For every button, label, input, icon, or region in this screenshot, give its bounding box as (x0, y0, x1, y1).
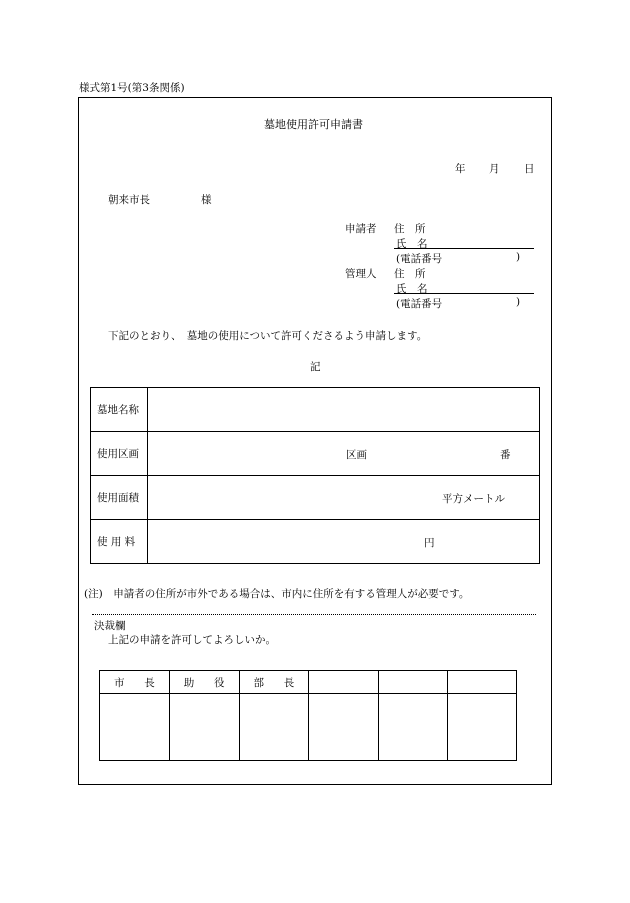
approval-header: 助 役 (169, 671, 239, 694)
manager-address-label: 住 所 (394, 268, 426, 280)
approval-stamp-cell[interactable] (378, 694, 447, 761)
area-field[interactable] (148, 476, 540, 520)
form-number: 様式第1号(第3条関係) (79, 82, 185, 94)
date-year: 年 (455, 163, 466, 175)
date-month: 月 (489, 163, 500, 175)
table-row (91, 476, 540, 520)
approval-table (99, 670, 517, 761)
row-label: 使用面積 (91, 476, 148, 520)
plot-number-unit: 番 (500, 449, 511, 461)
approval-header (447, 671, 516, 694)
plot-field[interactable] (148, 432, 540, 476)
approval-header (378, 671, 447, 694)
approval-header (309, 671, 378, 694)
approval-stamp-cell[interactable] (309, 694, 378, 761)
dotted-divider (92, 614, 536, 615)
manager-name-label: 氏 名 (396, 283, 428, 295)
decision-label: 決裁欄 (94, 620, 126, 632)
approval-stamp-cell[interactable] (239, 694, 309, 761)
manager-phone-close: ) (516, 296, 521, 308)
table-row (91, 432, 540, 476)
request-text: 下記のとおり、 墓地の使用について許可くださるよう申請します。 (108, 330, 428, 342)
table-row (91, 520, 540, 564)
ki-label: 記 (310, 361, 321, 373)
plot-unit: 区画 (346, 449, 367, 461)
table-row (91, 388, 540, 432)
applicant-name-underline (394, 248, 534, 249)
form-title: 墓地使用許可申請書 (264, 118, 363, 131)
approval-header: 市 長 (100, 671, 170, 694)
manager-role: 管理人 (345, 268, 377, 280)
manager-phone-label: (電話番号 (396, 298, 443, 310)
approval-stamp-cell[interactable] (100, 694, 170, 761)
cemetery-name-field[interactable] (148, 388, 540, 432)
row-label: 墓地名称 (91, 388, 148, 432)
fee-field[interactable] (148, 520, 540, 564)
manager-name-underline (394, 293, 534, 294)
approval-stamp-cell[interactable] (169, 694, 239, 761)
date-day: 日 (524, 163, 535, 175)
approval-header: 部 長 (239, 671, 309, 694)
applicant-phone-label: (電話番号 (396, 253, 443, 265)
applicant-phone-close: ) (516, 251, 521, 263)
addressee-name: 朝来市長 (108, 194, 150, 206)
fee-unit: 円 (424, 537, 435, 549)
applicant-address-label: 住 所 (394, 223, 426, 235)
applicant-name-label: 氏 名 (396, 238, 428, 250)
row-label: 使用区画 (91, 432, 148, 476)
addressee-honorific: 様 (201, 194, 212, 206)
approval-header-row (100, 671, 517, 694)
row-label: 使 用 料 (91, 520, 148, 564)
approval-stamp-row (100, 694, 517, 761)
approval-stamp-cell[interactable] (447, 694, 516, 761)
note: (注) 申請者の住所が市外である場合は、市内に住所を有する管理人が必要です。 (84, 588, 470, 600)
application-details-table (90, 387, 540, 564)
decision-text: 上記の申請を許可してよろしいか。 (108, 634, 276, 646)
area-unit: 平方メートル (442, 493, 505, 505)
applicant-role: 申請者 (345, 223, 377, 235)
